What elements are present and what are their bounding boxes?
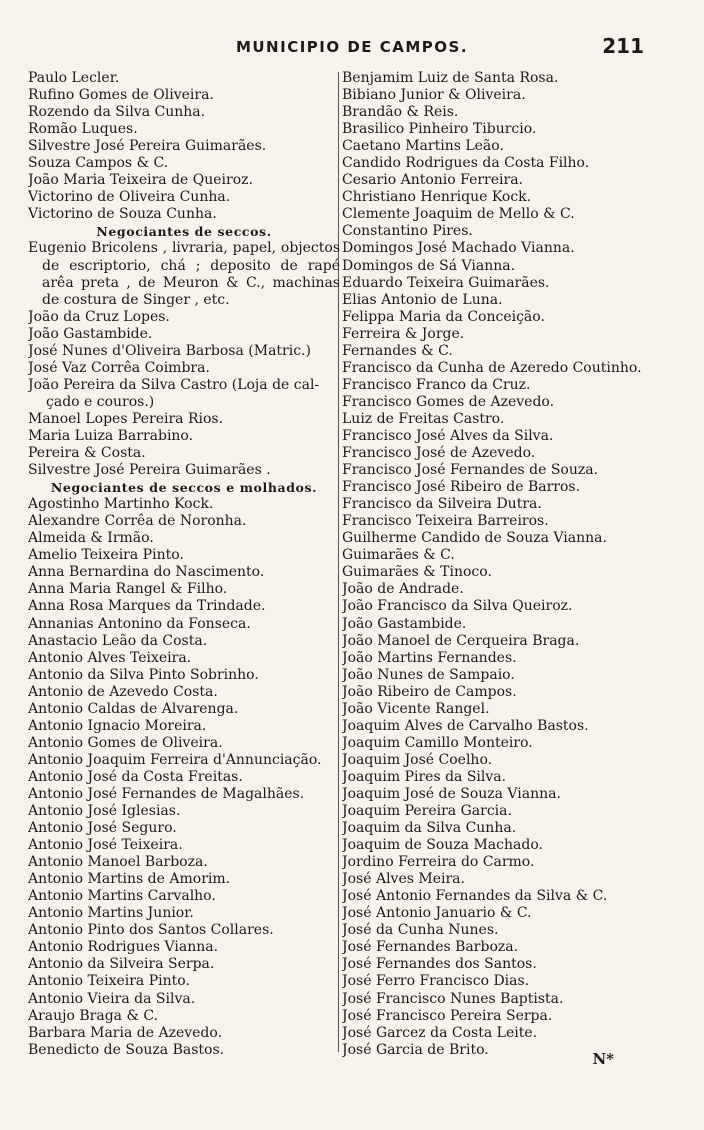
list-item: Silvestre José Pereira Guimarães. — [28, 138, 267, 155]
list-item: Antonio Ignacio Moreira. — [28, 717, 207, 734]
list-item: Joaquim José Coelho. — [342, 751, 493, 768]
left-column — [28, 70, 340, 1059]
list-item: Rozendo da Silva Cunha. — [28, 104, 206, 121]
list-item: Joaquim Alves de Carvalho Bastos. — [342, 717, 589, 734]
list-item: Antonio Vieira da Silva. — [28, 990, 196, 1007]
list-item: Pereira & Costa. — [28, 445, 146, 462]
list-item: João Vicente Rangel. — [342, 700, 490, 717]
list-item: Antonio Joaquim Ferreira d'Annunciação. — [28, 751, 322, 768]
list-item: Francisco Franco da Cruz. — [342, 376, 531, 393]
signature-mark: N* — [592, 1050, 614, 1068]
list-item: Francisco José Ribeiro de Barros. — [342, 479, 581, 496]
list-item: João Francisco da Silva Queiroz. — [342, 598, 573, 615]
list-item: José Antonio Januario & C. — [342, 905, 532, 922]
list-item: Antonio Martins Carvalho. — [28, 888, 216, 905]
name-list — [28, 411, 340, 479]
list-item: Antonio da Silveira Serpa. — [28, 956, 215, 973]
list-item: Annanias Antonino da Fonseca. — [28, 615, 251, 632]
list-item: Antonio José Iglesias. — [28, 803, 181, 820]
list-item: Antonio Alves Teixeira. — [28, 649, 192, 666]
list-item: Bibiano Junior & Oliveira. — [342, 87, 526, 104]
list-item: Araujo Braga & C. — [28, 1007, 159, 1024]
list-item: José Ferro Francisco Dias. — [342, 973, 530, 990]
list-item: Antonio Manoel Barboza. — [28, 854, 208, 871]
list-item: Joaquim de Souza Machado. — [342, 837, 543, 854]
list-item: Antonio Teixeira Pinto. — [28, 973, 190, 990]
list-item: Joaquim Pereira Garcia. — [342, 803, 512, 820]
list-item: Antonio Martins de Amorim. — [28, 871, 231, 888]
list-item-continuation: çado e couros.) — [46, 393, 155, 410]
list-item: Almeida & Irmão. — [28, 530, 154, 547]
list-item: José Francisco Nunes Baptista. — [342, 990, 564, 1007]
list-item: Joaquim Pires da Silva. — [342, 768, 507, 785]
list-item: José Vaz Corrêa Coimbra. — [28, 359, 210, 376]
page-title: MUNICIPIO DE CAMPOS. — [235, 38, 469, 56]
list-item: Clemente Joaquim de Mello & C. — [342, 206, 575, 223]
list-item: Silvestre José Pereira Guimarães . — [28, 462, 271, 479]
list-item: Barbara Maria de Azevedo. — [28, 1024, 223, 1041]
list-item: João Maria Teixeira de Queiroz. — [28, 172, 253, 189]
list-item: Joaquim Camillo Monteiro. — [342, 734, 533, 751]
list-item: Antonio José da Costa Freitas. — [28, 768, 243, 785]
list-item: João Ribeiro de Campos. — [342, 683, 517, 700]
right-column — [342, 70, 678, 1059]
list-item: Benedicto de Souza Bastos. — [28, 1041, 225, 1058]
list-item: Antonio Gomes de Oliveira. — [28, 734, 223, 751]
list-item: Domingos de Sá Vianna. — [342, 257, 516, 274]
list-item: Christiano Henrique Kock. — [342, 189, 532, 206]
list-item: Francisco José Fernandes de Souza. — [342, 462, 599, 479]
list-item: João Martins Fernandes. — [342, 649, 517, 666]
list-item: Victorino de Oliveira Cunha. — [28, 189, 231, 206]
list-item: Brandão & Reis. — [342, 104, 459, 121]
list-item: José Garcia de Brito. — [342, 1041, 489, 1058]
list-item: Maria Luiza Barrabino. — [28, 427, 194, 444]
page-number: 211 — [602, 34, 644, 58]
list-item: Joaquim José de Souza Vianna. — [342, 785, 561, 802]
list-item: Antonio de Azevedo Costa. — [28, 683, 218, 700]
list-item: Domingos José Machado Vianna. — [342, 240, 575, 257]
list-item: José Francisco Pereira Serpa. — [342, 1007, 553, 1024]
list-item: Joaquim da Silva Cunha. — [342, 820, 517, 837]
list-item: Guilherme Candido de Souza Vianna. — [342, 530, 607, 547]
list-item: Felippa Maria da Conceição. — [342, 308, 545, 325]
list-item: Anastacio Leão da Costa. — [28, 632, 208, 649]
list-item: José Alves Meira. — [342, 871, 465, 888]
list-item: Romão Luques. — [28, 121, 138, 138]
list-item: José da Cunha Nunes. — [342, 922, 499, 939]
list-item: Antonio José Seguro. — [28, 820, 177, 837]
list-item: Elias Antonio de Luna. — [342, 291, 503, 308]
list-item: Jordino Ferreira do Carmo. — [342, 854, 535, 871]
list-item: Antonio José Teixeira. — [28, 837, 183, 854]
list-item: Alexandre Corrêa de Noronha. — [28, 513, 247, 530]
list-item: Constantino Pires. — [342, 223, 473, 240]
list-item: Francisco Teixeira Barreiros. — [342, 513, 549, 530]
page-header — [0, 34, 704, 60]
list-item: João da Cruz Lopes. — [28, 308, 170, 325]
list-item: Souza Campos & C. — [28, 155, 169, 172]
list-item: Antonio Martins Junior. — [28, 905, 194, 922]
list-item: Paulo Lecler. — [28, 70, 120, 86]
list-item: Guimarães & Tinoco. — [342, 564, 492, 581]
list-item: João Pereira da Silva Castro (Loja de cal- — [28, 376, 320, 393]
list-item: Caetano Martins Leão. — [342, 138, 504, 155]
list-item: Anna Maria Rangel & Filho. — [28, 581, 228, 598]
list-item: Manoel Lopes Pereira Rios. — [28, 410, 224, 427]
list-item: Agostinho Martinho Kock. — [28, 496, 214, 513]
name-list — [28, 496, 340, 1059]
list-item: Candido Rodrigues da Costa Filho. — [342, 155, 590, 172]
list-item: Guimarães & C. — [342, 547, 455, 564]
name-list — [342, 70, 678, 1059]
list-item: Anna Bernardina do Nascimento. — [28, 564, 265, 581]
list-item: Antonio da Silva Pinto Sobrinho. — [28, 666, 259, 683]
list-item: Francisco da Cunha de Azeredo Coutinho. — [342, 359, 642, 376]
list-item: José Fernandes Barboza. — [342, 939, 519, 956]
list-item: Brasilico Pinheiro Tiburcio. — [342, 121, 537, 138]
list-item-bricolens: Eugenio Bricolens , livraria, papel, objectos de escriptorio, chá ; deposito de rapé arêa preta , de Meuron & C., machinas de costura de Singer , etc. — [28, 240, 340, 308]
list-item: Antonio Rodrigues Vianna. — [28, 939, 219, 956]
list-item: Amelio Teixeira Pinto. — [28, 547, 184, 564]
name-list — [28, 309, 340, 377]
list-item: Luiz de Freitas Castro. — [342, 410, 505, 427]
list-item: Benjamim Luiz de Santa Rosa. — [342, 70, 559, 86]
list-item: Francisco José de Azevedo. — [342, 445, 536, 462]
list-item: Francisco Gomes de Azevedo. — [342, 393, 555, 410]
list-item: José Nunes d'Oliveira Barbosa (Matric.) — [28, 342, 311, 359]
section-heading-seccos: Negociantes de seccos. — [96, 224, 272, 240]
list-item: José Garcez da Costa Leite. — [342, 1024, 538, 1041]
name-list — [28, 70, 340, 223]
list-item: Ferreira & Jorge. — [342, 325, 465, 342]
list-item: João Gastambide. — [28, 325, 153, 342]
list-item: Antonio José Fernandes de Magalhães. — [28, 785, 305, 802]
list-item: João de Andrade. — [342, 581, 464, 598]
list-item: Cesario Antonio Ferreira. — [342, 172, 524, 189]
list-item: João Nunes de Sampaio. — [342, 666, 515, 683]
list-item: Antonio Pinto dos Santos Collares. — [28, 922, 274, 939]
section-heading-seccos-molhados: Negociantes de seccos e molhados. — [50, 480, 318, 496]
list-item: Francisco José Alves da Silva. — [342, 427, 554, 444]
list-item: José Antonio Fernandes da Silva & C. — [342, 888, 608, 905]
list-item: Antonio Caldas de Alvarenga. — [28, 700, 239, 717]
list-item: Francisco da Silveira Dutra. — [342, 496, 542, 513]
list-item: Eduardo Teixeira Guimarães. — [342, 274, 550, 291]
list-item: Rufino Gomes de Oliveira. — [28, 87, 214, 104]
list-item: Fernandes & C. — [342, 342, 453, 359]
list-item: João Manoel de Cerqueira Braga. — [342, 632, 580, 649]
list-item: João Gastambide. — [342, 615, 467, 632]
list-item: Anna Rosa Marques da Trindade. — [28, 598, 266, 615]
list-item: Victorino de Souza Cunha. — [28, 206, 217, 223]
list-item: José Fernandes dos Santos. — [342, 956, 537, 973]
